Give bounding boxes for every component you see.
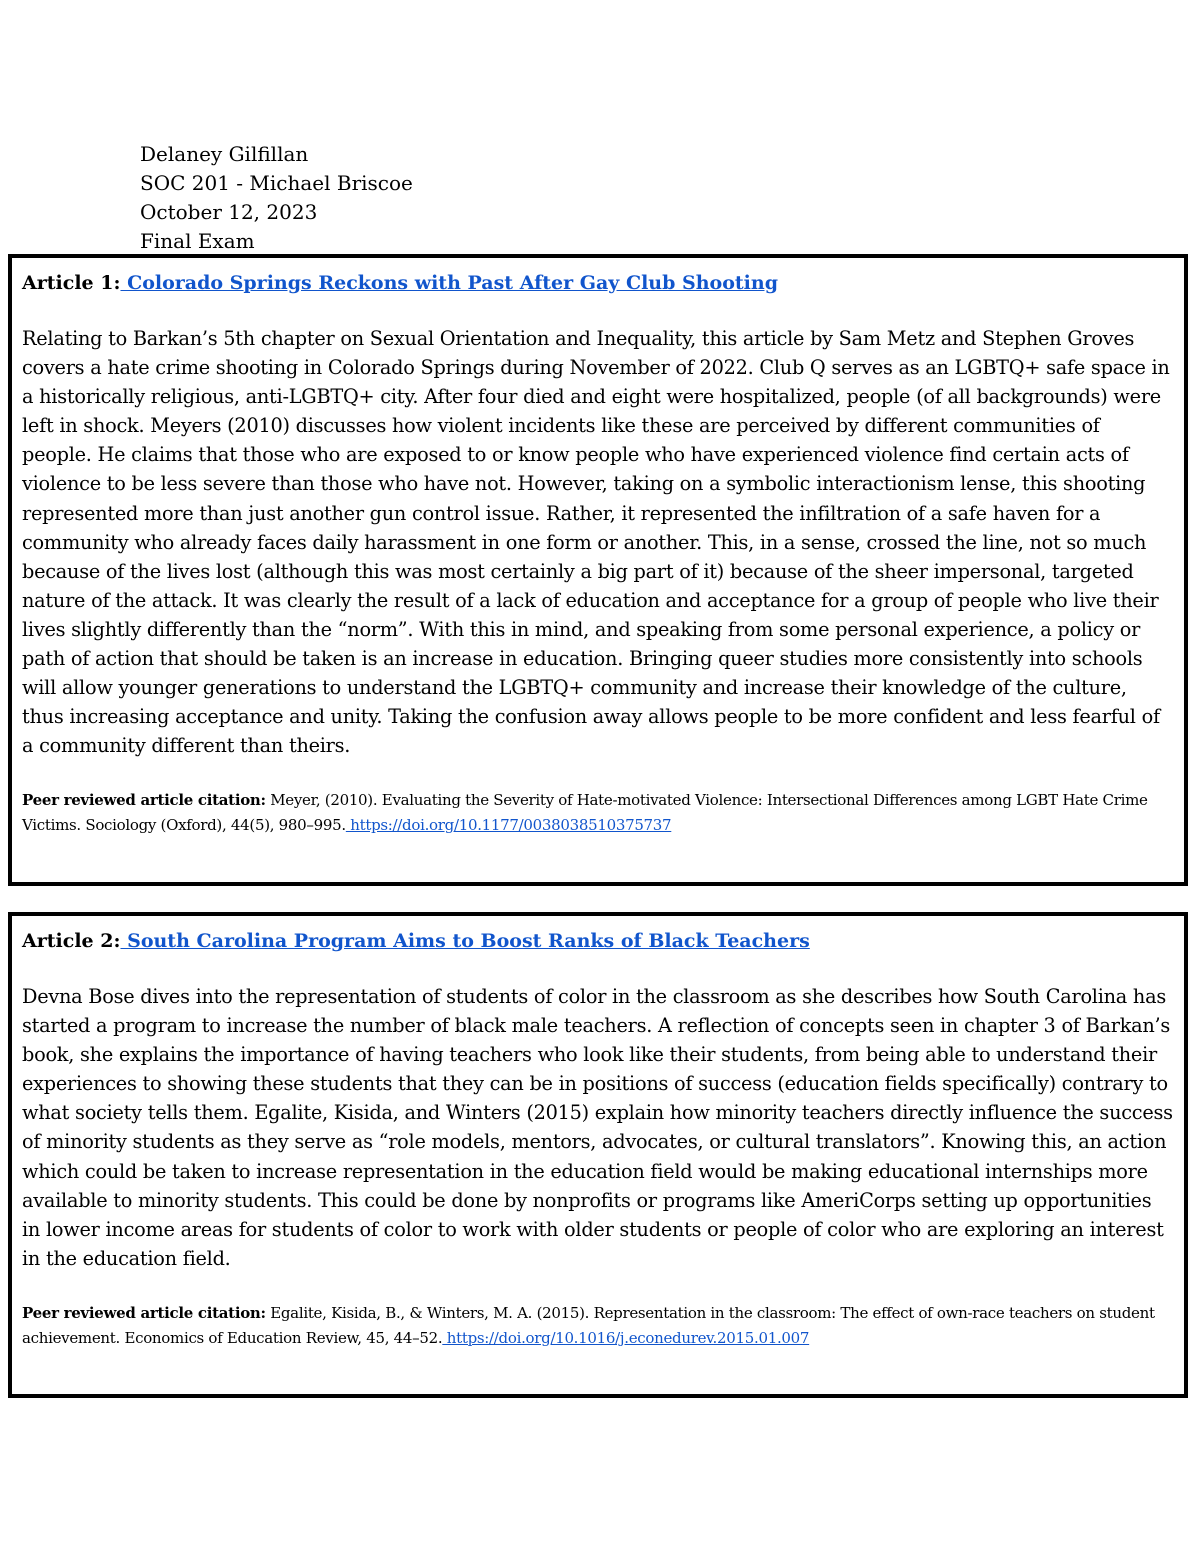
article-2-label: Article 2: (22, 930, 121, 952)
article-1-heading (22, 270, 1174, 296)
author-name: Delaney Gilfillan (140, 142, 309, 166)
article-1-doi-link[interactable]: https://doi.org/10.1177/0038038510375737 (345, 816, 672, 835)
article-1-label: Article 1: (22, 272, 121, 294)
article-2-title-link[interactable]: South Carolina Program Aims to Boost Ranks of Black Teachers (120, 930, 810, 952)
article-1-body: Relating to Barkan’s 5th chapter on Sexual Orientation and Inequality, this article by Sam Metz and Stephen Groves covers a hate crime shooting in Colorado Springs during November of 2022. Club Q serves as an LGBTQ+ safe space in a historically religious, anti-LGBTQ+ city. After four died and eight were hospitalized, people (of all backgrounds) were left in shock. Meyers (2010) discusses how violent incidents like these are perceived by different communities of people. He claims that those who are exposed to or know people who have experienced violence find certain acts of violence to be less severe than those who have not. However, taking on a symbolic interactionism lense, this shooting represented more than just another gun control issue. Rather, it represented the infiltration of a safe haven for a community who already faces daily harassment in one form or another. This, in a sense, crossed the line, not so much because of the lives lost (although this was most certainly a big part of it) because of the sheer impersonal, targeted nature of the attack. It was clearly the result of a lack of education and acceptance for a group of people who live their lives slightly differently than the “norm”. With this in mind, and speaking from some personal experience, a policy or path of action that should be taken is an increase in education. Bringing queer studies more consistently into schools will allow younger generations to understand the LGBTQ+ community and increase their knowledge of the culture, thus increasing acceptance and unity. Taking the confusion away allows people to be more confident and less fearful of a community different than theirs. (22, 327, 1170, 758)
article-2-box (8, 912, 1188, 1398)
article-1-citation-label: Peer reviewed article citation: (22, 791, 266, 810)
article-2-body: Devna Bose dives into the representation of students of color in the classroom as she describes how South Carolina has started a program to increase the number of black male teachers. A reflection of concepts seen in chapter 3 of Barkan’s book, she explains the importance of having teachers who look like their students, from being able to understand their experiences to showing these students that they can be in positions of success (education fields specifically) contrary to what society tells them. Egalite, Kisida, and Winters (2015) explain how minority teachers directly influence the success of minority students as they serve as “role models, mentors, advocates, or cultural translators”. Knowing this, an action which could be taken to increase representation in the education field would be making educational internships more available to minority students. This could be done by nonprofits or programs like AmeriCorps setting up opportunities in lower income areas for students of color to work with older students or people of color who are exploring an interest in the education field. (22, 985, 1173, 1270)
article-2-heading (22, 928, 1174, 954)
course-info: SOC 201 - Michael Briscoe (140, 171, 413, 195)
article-1-citation (22, 788, 1174, 838)
article-1-citation-text: Meyer, (2010). Evaluating the Severity of Hate-motivated Violence: Intersectional Differences among LGBT Hate Crime Victims. Sociology (Oxford), 44(5), 980–995. (22, 791, 1148, 835)
document-date: October 12, 2023 (140, 200, 318, 224)
document-header (140, 140, 413, 256)
article-1-box (8, 254, 1188, 886)
article-2-doi-link[interactable]: https://doi.org/10.1016/j.econedurev.2015.01.007 (442, 1328, 810, 1347)
article-2-citation-text: Egalite, Kisida, B., & Winters, M. A. (2015). Representation in the classroom: The effect of own-race teachers on student achievement. Economics of Education Review, 45, 44–52. (22, 1303, 1155, 1347)
article-2-citation (22, 1301, 1174, 1351)
article-1-title-link[interactable]: Colorado Springs Reckons with Past After Gay Club Shooting (120, 272, 778, 294)
article-2-citation-label: Peer reviewed article citation: (22, 1303, 266, 1322)
assignment-title: Final Exam (140, 229, 255, 253)
